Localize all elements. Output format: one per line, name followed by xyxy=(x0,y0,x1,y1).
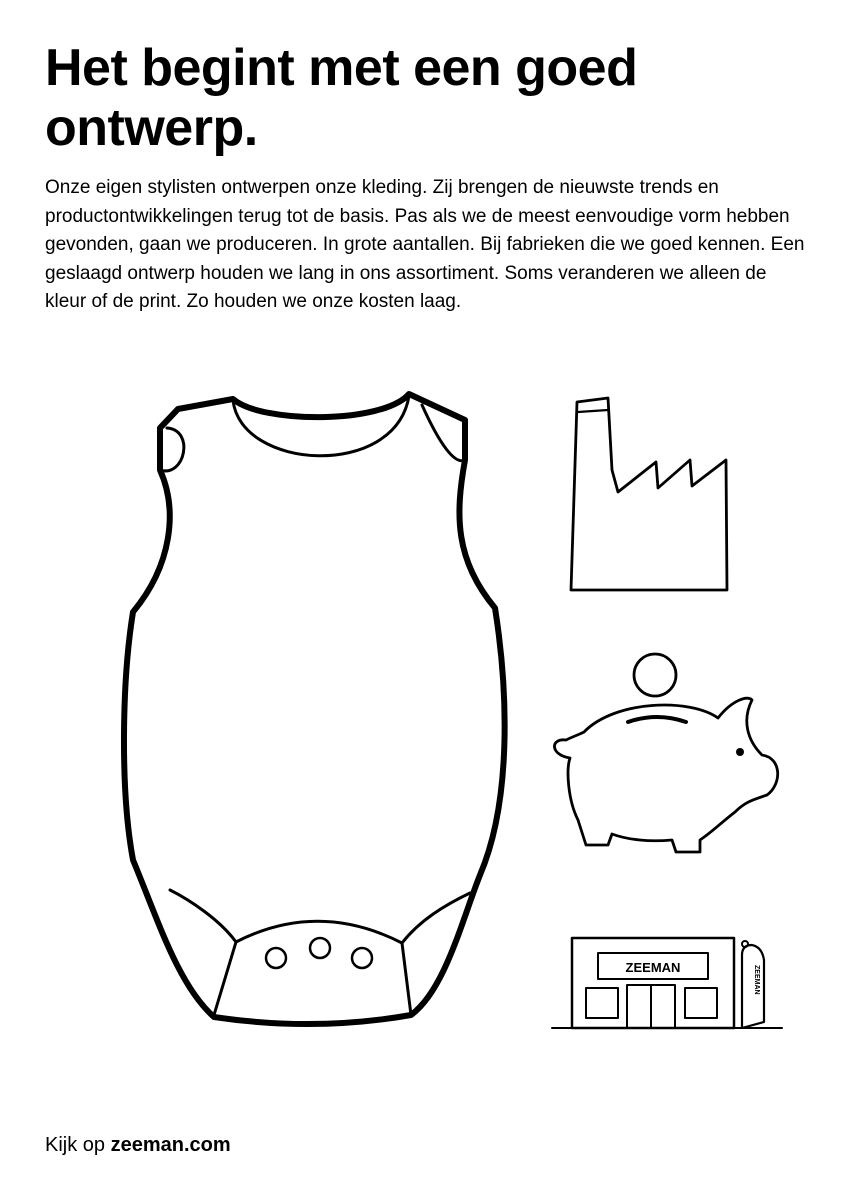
factory-icon xyxy=(571,398,727,590)
piggy-bank-icon xyxy=(554,654,777,852)
intro-paragraph: Onze eigen stylisten ontwerpen onze kleding. Zij brengen de nieuwste trends en productontwikkelingen terug tot de basis. Pas als we de meest eenvoudige vorm hebben gevonden, gaan we produceren. In grote aantallen. Bij fabrieken die we goed kennen. Een geslaagd ontwerp houden we lang in ons assortiment. Soms veranderen we alleen de kleur of de print. Zo houden we onze kosten laag. xyxy=(45,177,805,313)
footer-prefix: Kijk op xyxy=(45,1134,111,1156)
store-icon xyxy=(552,938,782,1028)
footer-callout xyxy=(45,1132,231,1158)
bodysuit-icon xyxy=(124,394,505,1024)
store-sign-text: ZEEMAN xyxy=(625,960,681,975)
page-title: Het begint met een goed ontwerp. xyxy=(45,39,638,157)
store-flag-text: ZEEMAN xyxy=(753,965,760,995)
website-link[interactable]: zeeman.com xyxy=(110,1134,231,1156)
